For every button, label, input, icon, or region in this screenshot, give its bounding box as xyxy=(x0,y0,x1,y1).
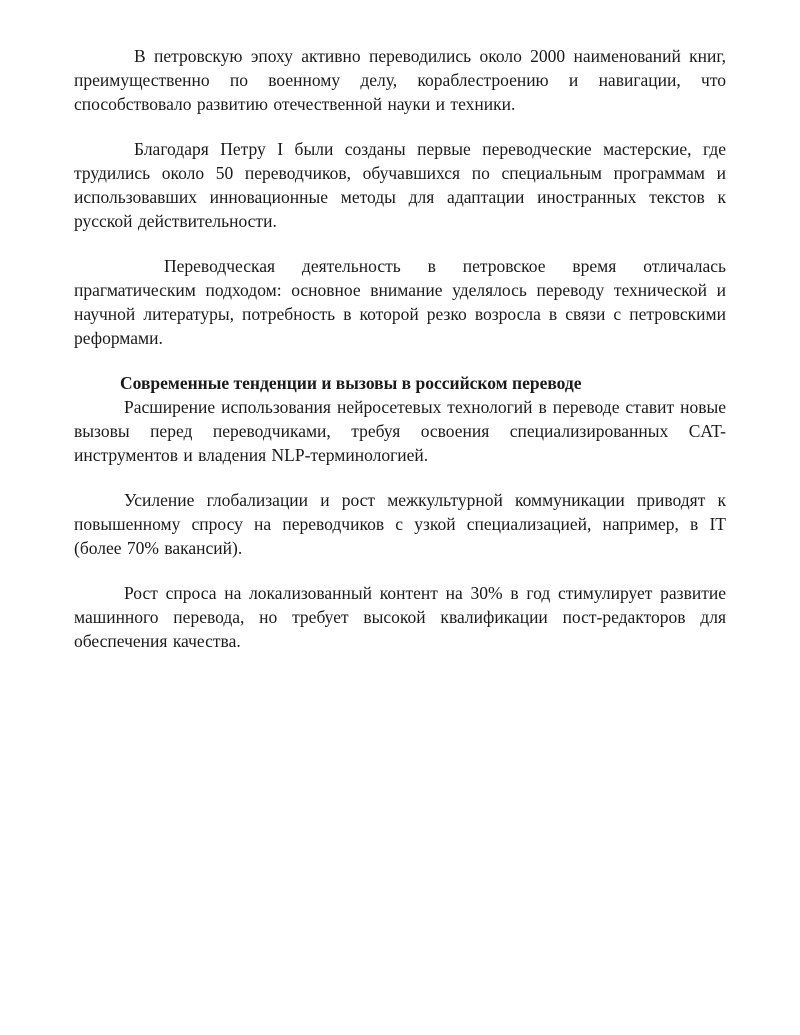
paragraph-neural-technologies: Расширение использования нейросетевых технологий в переводе ставит новые вызовы перед переводчиками, требуя освоения специализированных CAT-инструментов и владения NLP-терминологией. xyxy=(74,397,726,465)
paragraph-pragmatic-approach: Переводческая деятельность в петровское время отличалась прагматическим подходом: основное внимание уделялось переводу технической и научной литературы, потребность в которой резко возросла в связи с петровскими реформами. xyxy=(74,256,726,348)
paragraph-translation-workshops: Благодаря Петру I были созданы первые переводческие мастерские, где трудились около 50 переводчиков, обучавшихся по специальным программам и использовавших инновационные методы для адаптации иностранных текстов к русской действительности. xyxy=(74,139,726,231)
section-heading: Современные тенденции и вызовы в российском переводе xyxy=(120,373,582,393)
paragraph-localization-demand: Рост спроса на локализованный контент на 30% в год стимулирует развитие машинного перевода, но требует высокой квалификации пост-редакторов для обеспечения качества. xyxy=(74,583,726,651)
paragraph-globalization: Усиление глобализации и рост межкультурной коммуникации приводят к повышенному спросу на переводчиков с узкой специализацией, например, в IT (более 70% вакансий). xyxy=(74,490,726,558)
paragraph-petrine-books: В петровскую эпоху активно переводились около 2000 наименований книг, преимущественно по военному делу, кораблестроению и навигации, что способствовало развитию отечественной науки и техники. xyxy=(74,46,726,114)
